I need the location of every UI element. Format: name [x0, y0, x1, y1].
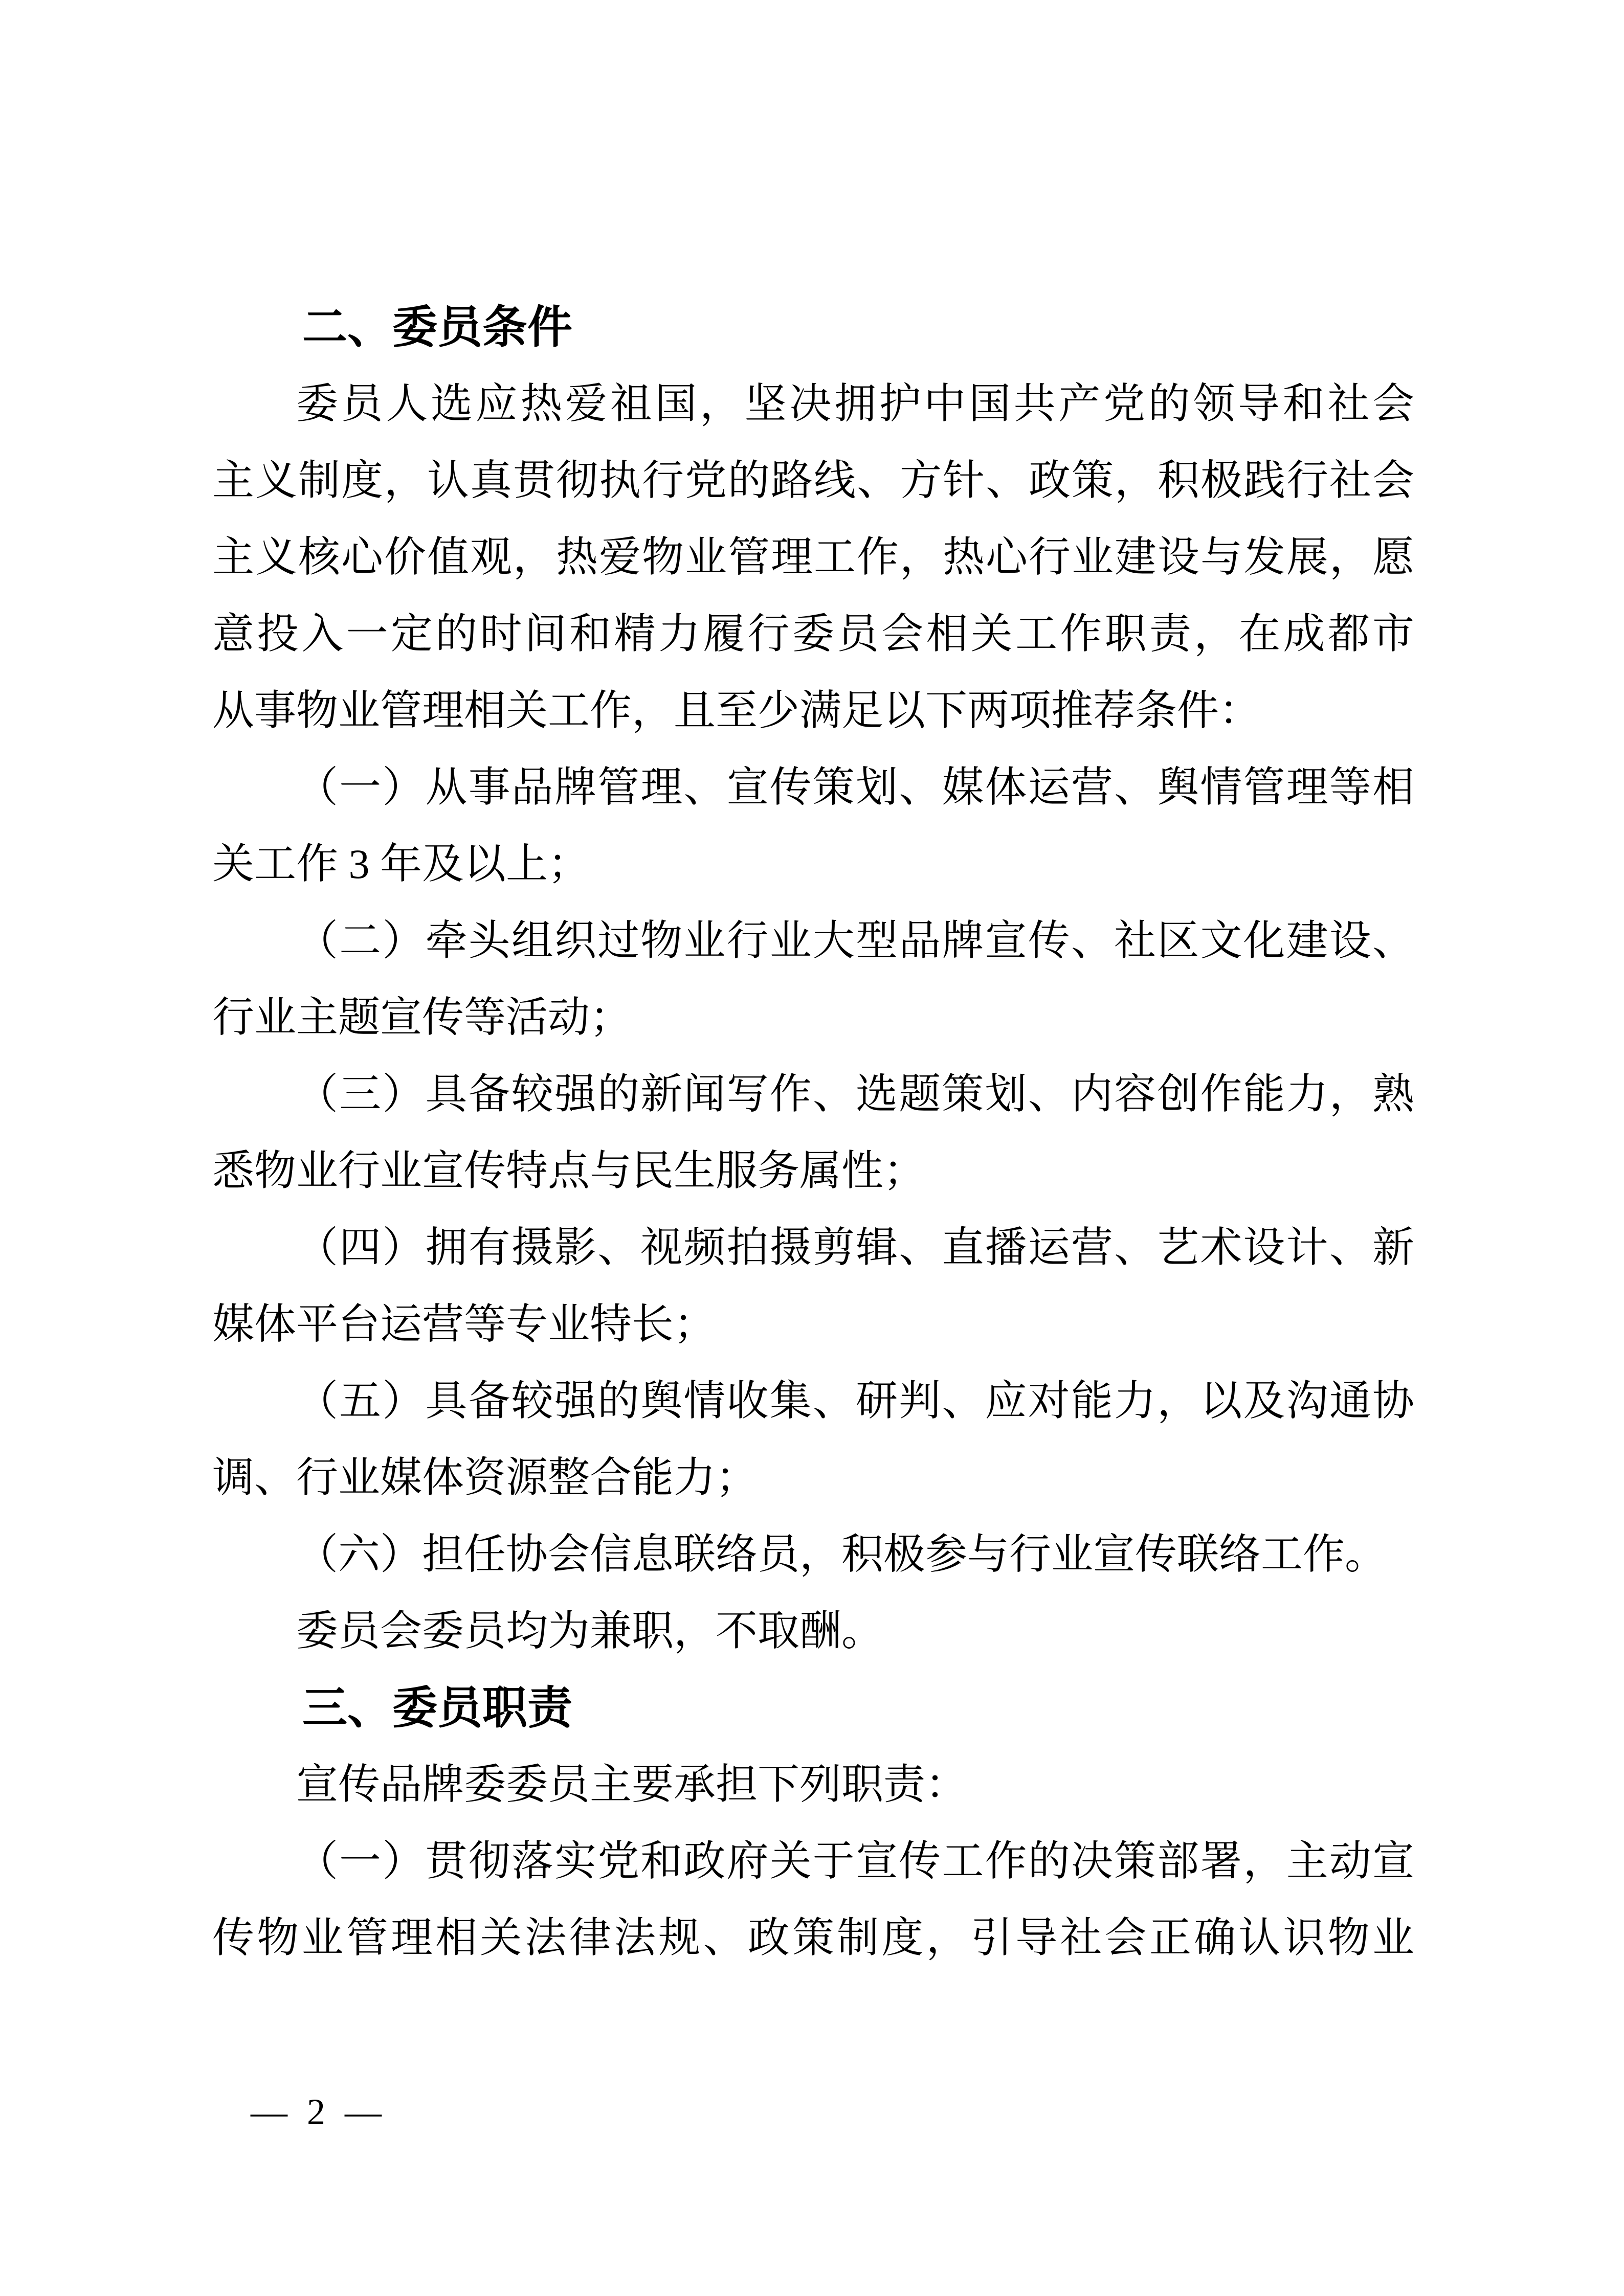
text-line: （三）具备较强的新闻写作、选题策划、内容创作能力，熟 — [296, 1071, 1414, 1117]
text-line: 媒体平台运营等专业特长； — [212, 1301, 716, 1347]
section-heading-committee-conditions: 二、委员条件 — [302, 302, 573, 352]
text-line: 从事物业管理相关工作，且至少满足以下两项推荐条件： — [212, 687, 1261, 734]
text-line: 调、行业媒体资源整合能力； — [212, 1454, 758, 1501]
text-line: （四）拥有摄影、视频拍摄剪辑、直播运营、艺术设计、新 — [296, 1224, 1414, 1271]
text-line: 意投入一定的时间和精力履行委员会相关工作职责，在成都市 — [212, 611, 1414, 657]
text-line: 传物业管理相关法律法规、政策制度，引导社会正确认识物业 — [212, 1915, 1414, 1961]
section-heading-committee-duties: 三、委员职责 — [302, 1682, 573, 1733]
text-line: （二）牵头组织过物业行业大型品牌宣传、社区文化建设、 — [296, 917, 1414, 964]
text-line: 宣传品牌委委员主要承担下列职责： — [296, 1761, 968, 1808]
text-line: （六）担任协会信息联络员，积极参与行业宣传联络工作。 — [296, 1531, 1387, 1578]
text-line: （一）从事品牌管理、宣传策划、媒体运营、舆情管理等相 — [296, 764, 1414, 811]
text-line: （一）贯彻落实党和政府关于宣传工作的决策部署，主动宣 — [296, 1838, 1414, 1884]
text-line: （五）具备较强的舆情收集、研判、应对能力，以及沟通协 — [296, 1378, 1414, 1424]
text-line: 委员人选应热爱祖国，坚决拥护中国共产党的领导和社会 — [296, 380, 1414, 427]
text-line: 主义制度，认真贯彻执行党的路线、方针、政策，积极践行社会 — [212, 457, 1414, 504]
text-line: 委员会委员均为兼职，不取酬。 — [296, 1608, 884, 1654]
text-line: 悉物业行业宣传特点与民生服务属性； — [212, 1147, 926, 1194]
body-text — [212, 289, 1414, 1976]
text-line: 关工作 3 年及以上； — [212, 841, 590, 887]
page-number: — 2 — — [251, 2091, 387, 2132]
text-line: 行业主题宣传等活动； — [212, 994, 632, 1041]
text-line: 主义核心价值观，热爱物业管理工作，热心行业建设与发展，愿 — [212, 534, 1414, 580]
